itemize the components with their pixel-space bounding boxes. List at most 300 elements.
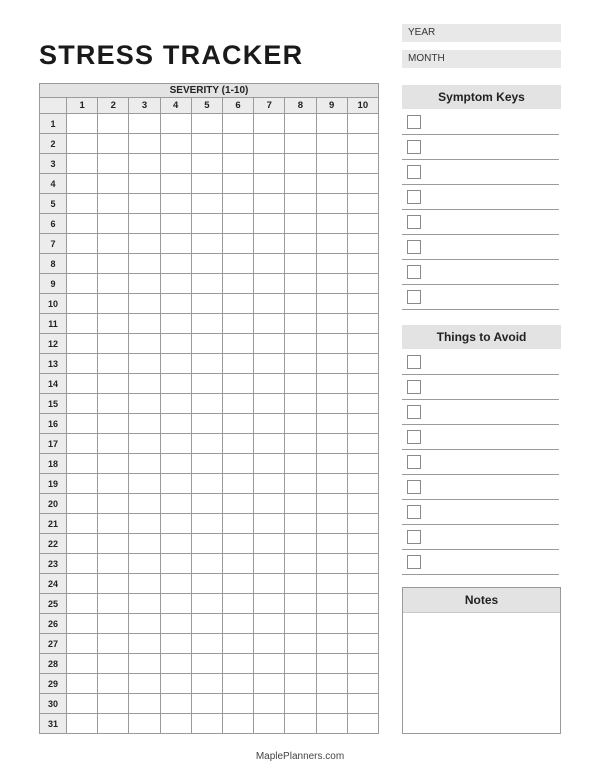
severity-cell[interactable]: [222, 434, 253, 454]
severity-cell[interactable]: [316, 314, 347, 334]
severity-cell[interactable]: [98, 114, 129, 134]
severity-cell[interactable]: [254, 134, 285, 154]
severity-cell[interactable]: [129, 194, 160, 214]
severity-cell[interactable]: [316, 594, 347, 614]
severity-cell[interactable]: [67, 634, 98, 654]
severity-cell[interactable]: [129, 674, 160, 694]
severity-cell[interactable]: [98, 474, 129, 494]
severity-cell[interactable]: [347, 254, 378, 274]
severity-cell[interactable]: [347, 114, 378, 134]
severity-cell[interactable]: [191, 314, 222, 334]
severity-cell[interactable]: [67, 474, 98, 494]
severity-cell[interactable]: [316, 334, 347, 354]
severity-cell[interactable]: [254, 694, 285, 714]
severity-cell[interactable]: [285, 534, 316, 554]
severity-cell[interactable]: [316, 714, 347, 734]
severity-cell[interactable]: [222, 674, 253, 694]
severity-cell[interactable]: [98, 714, 129, 734]
symptom-key-checkbox[interactable]: [407, 290, 421, 304]
severity-cell[interactable]: [347, 494, 378, 514]
severity-cell[interactable]: [254, 194, 285, 214]
severity-cell[interactable]: [67, 274, 98, 294]
severity-cell[interactable]: [98, 374, 129, 394]
severity-cell[interactable]: [285, 614, 316, 634]
severity-cell[interactable]: [98, 334, 129, 354]
severity-cell[interactable]: [316, 454, 347, 474]
severity-cell[interactable]: [191, 714, 222, 734]
severity-cell[interactable]: [191, 254, 222, 274]
severity-cell[interactable]: [191, 274, 222, 294]
severity-cell[interactable]: [191, 674, 222, 694]
severity-cell[interactable]: [160, 394, 191, 414]
severity-cell[interactable]: [285, 694, 316, 714]
severity-cell[interactable]: [254, 514, 285, 534]
avoid-item[interactable]: [402, 400, 559, 425]
severity-cell[interactable]: [129, 134, 160, 154]
severity-cell[interactable]: [129, 474, 160, 494]
severity-cell[interactable]: [222, 134, 253, 154]
severity-cell[interactable]: [160, 634, 191, 654]
severity-cell[interactable]: [285, 474, 316, 494]
severity-cell[interactable]: [254, 334, 285, 354]
severity-cell[interactable]: [129, 274, 160, 294]
severity-cell[interactable]: [191, 454, 222, 474]
avoid-item[interactable]: [402, 550, 559, 575]
severity-cell[interactable]: [347, 334, 378, 354]
severity-cell[interactable]: [67, 374, 98, 394]
severity-cell[interactable]: [222, 634, 253, 654]
severity-cell[interactable]: [129, 694, 160, 714]
avoid-checkbox[interactable]: [407, 555, 421, 569]
severity-cell[interactable]: [129, 354, 160, 374]
severity-cell[interactable]: [160, 594, 191, 614]
avoid-item[interactable]: [402, 350, 559, 375]
severity-cell[interactable]: [222, 254, 253, 274]
severity-cell[interactable]: [129, 414, 160, 434]
severity-cell[interactable]: [191, 154, 222, 174]
severity-cell[interactable]: [129, 494, 160, 514]
severity-cell[interactable]: [347, 634, 378, 654]
severity-cell[interactable]: [191, 474, 222, 494]
avoid-checkbox[interactable]: [407, 455, 421, 469]
severity-cell[interactable]: [285, 574, 316, 594]
severity-cell[interactable]: [347, 214, 378, 234]
severity-cell[interactable]: [316, 574, 347, 594]
severity-cell[interactable]: [285, 294, 316, 314]
severity-cell[interactable]: [98, 534, 129, 554]
year-field[interactable]: [402, 24, 561, 42]
severity-cell[interactable]: [160, 234, 191, 254]
severity-cell[interactable]: [67, 254, 98, 274]
severity-cell[interactable]: [347, 274, 378, 294]
severity-cell[interactable]: [316, 214, 347, 234]
severity-cell[interactable]: [347, 674, 378, 694]
severity-cell[interactable]: [67, 194, 98, 214]
severity-cell[interactable]: [191, 574, 222, 594]
severity-cell[interactable]: [222, 174, 253, 194]
symptom-key-item[interactable]: [402, 185, 559, 210]
severity-cell[interactable]: [347, 554, 378, 574]
severity-cell[interactable]: [222, 374, 253, 394]
severity-cell[interactable]: [254, 474, 285, 494]
severity-cell[interactable]: [285, 394, 316, 414]
severity-cell[interactable]: [98, 294, 129, 314]
severity-cell[interactable]: [222, 394, 253, 414]
severity-cell[interactable]: [129, 454, 160, 474]
severity-cell[interactable]: [347, 314, 378, 334]
severity-cell[interactable]: [316, 514, 347, 534]
severity-cell[interactable]: [316, 194, 347, 214]
severity-cell[interactable]: [129, 654, 160, 674]
severity-cell[interactable]: [254, 574, 285, 594]
severity-cell[interactable]: [160, 294, 191, 314]
severity-cell[interactable]: [254, 254, 285, 274]
severity-cell[interactable]: [347, 454, 378, 474]
severity-cell[interactable]: [316, 114, 347, 134]
severity-cell[interactable]: [347, 394, 378, 414]
severity-cell[interactable]: [160, 494, 191, 514]
severity-cell[interactable]: [98, 154, 129, 174]
severity-cell[interactable]: [316, 274, 347, 294]
severity-cell[interactable]: [129, 634, 160, 654]
severity-cell[interactable]: [67, 354, 98, 374]
severity-cell[interactable]: [160, 514, 191, 534]
severity-cell[interactable]: [222, 294, 253, 314]
severity-cell[interactable]: [285, 254, 316, 274]
severity-cell[interactable]: [67, 654, 98, 674]
severity-cell[interactable]: [98, 554, 129, 574]
severity-cell[interactable]: [67, 154, 98, 174]
severity-cell[interactable]: [254, 534, 285, 554]
severity-cell[interactable]: [222, 354, 253, 374]
severity-cell[interactable]: [254, 654, 285, 674]
severity-cell[interactable]: [191, 694, 222, 714]
severity-cell[interactable]: [67, 214, 98, 234]
severity-cell[interactable]: [285, 554, 316, 574]
severity-cell[interactable]: [285, 314, 316, 334]
severity-cell[interactable]: [222, 274, 253, 294]
severity-cell[interactable]: [160, 694, 191, 714]
severity-cell[interactable]: [160, 434, 191, 454]
severity-cell[interactable]: [98, 434, 129, 454]
severity-cell[interactable]: [254, 234, 285, 254]
severity-cell[interactable]: [160, 574, 191, 594]
severity-cell[interactable]: [285, 594, 316, 614]
severity-cell[interactable]: [160, 274, 191, 294]
severity-cell[interactable]: [254, 114, 285, 134]
notes-box[interactable]: [402, 587, 561, 734]
severity-cell[interactable]: [98, 134, 129, 154]
symptom-key-item[interactable]: [402, 160, 559, 185]
severity-cell[interactable]: [347, 414, 378, 434]
severity-cell[interactable]: [347, 514, 378, 534]
severity-cell[interactable]: [285, 674, 316, 694]
severity-cell[interactable]: [160, 254, 191, 274]
severity-cell[interactable]: [129, 254, 160, 274]
severity-cell[interactable]: [67, 594, 98, 614]
severity-cell[interactable]: [316, 174, 347, 194]
severity-cell[interactable]: [191, 174, 222, 194]
severity-cell[interactable]: [98, 514, 129, 534]
avoid-checkbox[interactable]: [407, 355, 421, 369]
severity-cell[interactable]: [222, 414, 253, 434]
severity-cell[interactable]: [98, 314, 129, 334]
severity-cell[interactable]: [129, 314, 160, 334]
symptom-key-checkbox[interactable]: [407, 240, 421, 254]
severity-cell[interactable]: [129, 374, 160, 394]
severity-cell[interactable]: [98, 454, 129, 474]
severity-cell[interactable]: [316, 554, 347, 574]
severity-cell[interactable]: [160, 534, 191, 554]
severity-cell[interactable]: [285, 114, 316, 134]
severity-cell[interactable]: [285, 434, 316, 454]
month-field[interactable]: [402, 50, 561, 68]
severity-cell[interactable]: [222, 654, 253, 674]
symptom-key-item[interactable]: [402, 235, 559, 260]
severity-cell[interactable]: [160, 314, 191, 334]
severity-cell[interactable]: [67, 174, 98, 194]
severity-cell[interactable]: [285, 234, 316, 254]
severity-cell[interactable]: [129, 154, 160, 174]
severity-cell[interactable]: [191, 514, 222, 534]
severity-cell[interactable]: [316, 254, 347, 274]
severity-cell[interactable]: [222, 594, 253, 614]
severity-cell[interactable]: [222, 314, 253, 334]
severity-cell[interactable]: [129, 514, 160, 534]
severity-cell[interactable]: [129, 534, 160, 554]
symptom-key-checkbox[interactable]: [407, 165, 421, 179]
severity-cell[interactable]: [285, 514, 316, 534]
severity-cell[interactable]: [98, 594, 129, 614]
severity-cell[interactable]: [222, 534, 253, 554]
severity-cell[interactable]: [316, 154, 347, 174]
severity-cell[interactable]: [67, 574, 98, 594]
severity-cell[interactable]: [191, 234, 222, 254]
symptom-key-item[interactable]: [402, 110, 559, 135]
severity-cell[interactable]: [191, 614, 222, 634]
severity-cell[interactable]: [67, 394, 98, 414]
severity-cell[interactable]: [129, 434, 160, 454]
severity-cell[interactable]: [222, 494, 253, 514]
severity-cell[interactable]: [222, 514, 253, 534]
severity-cell[interactable]: [67, 534, 98, 554]
severity-cell[interactable]: [129, 554, 160, 574]
severity-cell[interactable]: [98, 654, 129, 674]
severity-cell[interactable]: [98, 214, 129, 234]
avoid-checkbox[interactable]: [407, 480, 421, 494]
severity-cell[interactable]: [98, 494, 129, 514]
avoid-item[interactable]: [402, 525, 559, 550]
severity-cell[interactable]: [98, 414, 129, 434]
severity-cell[interactable]: [129, 594, 160, 614]
severity-cell[interactable]: [222, 454, 253, 474]
severity-cell[interactable]: [316, 354, 347, 374]
severity-cell[interactable]: [67, 314, 98, 334]
severity-cell[interactable]: [129, 174, 160, 194]
severity-cell[interactable]: [98, 274, 129, 294]
avoid-item[interactable]: [402, 425, 559, 450]
severity-cell[interactable]: [67, 514, 98, 534]
severity-cell[interactable]: [254, 434, 285, 454]
severity-cell[interactable]: [98, 614, 129, 634]
severity-cell[interactable]: [285, 454, 316, 474]
avoid-checkbox[interactable]: [407, 380, 421, 394]
symptom-key-item[interactable]: [402, 210, 559, 235]
severity-cell[interactable]: [254, 614, 285, 634]
severity-cell[interactable]: [191, 374, 222, 394]
severity-cell[interactable]: [191, 134, 222, 154]
severity-cell[interactable]: [347, 354, 378, 374]
severity-cell[interactable]: [129, 574, 160, 594]
severity-cell[interactable]: [347, 434, 378, 454]
severity-cell[interactable]: [254, 154, 285, 174]
severity-cell[interactable]: [160, 354, 191, 374]
severity-cell[interactable]: [191, 214, 222, 234]
severity-cell[interactable]: [67, 234, 98, 254]
severity-cell[interactable]: [316, 414, 347, 434]
severity-cell[interactable]: [191, 534, 222, 554]
severity-cell[interactable]: [191, 194, 222, 214]
severity-cell[interactable]: [316, 374, 347, 394]
severity-cell[interactable]: [316, 634, 347, 654]
severity-cell[interactable]: [254, 414, 285, 434]
severity-cell[interactable]: [347, 174, 378, 194]
severity-cell[interactable]: [285, 414, 316, 434]
severity-cell[interactable]: [67, 494, 98, 514]
symptom-key-checkbox[interactable]: [407, 140, 421, 154]
severity-cell[interactable]: [347, 594, 378, 614]
severity-cell[interactable]: [129, 334, 160, 354]
avoid-checkbox[interactable]: [407, 430, 421, 444]
severity-cell[interactable]: [191, 494, 222, 514]
symptom-key-checkbox[interactable]: [407, 115, 421, 129]
severity-cell[interactable]: [98, 634, 129, 654]
severity-cell[interactable]: [285, 494, 316, 514]
severity-cell[interactable]: [129, 234, 160, 254]
severity-cell[interactable]: [316, 674, 347, 694]
severity-cell[interactable]: [222, 114, 253, 134]
severity-cell[interactable]: [316, 534, 347, 554]
symptom-key-checkbox[interactable]: [407, 265, 421, 279]
severity-cell[interactable]: [191, 654, 222, 674]
severity-cell[interactable]: [316, 434, 347, 454]
severity-cell[interactable]: [160, 554, 191, 574]
severity-cell[interactable]: [191, 594, 222, 614]
severity-cell[interactable]: [254, 394, 285, 414]
severity-cell[interactable]: [160, 114, 191, 134]
severity-cell[interactable]: [160, 714, 191, 734]
severity-cell[interactable]: [222, 474, 253, 494]
severity-cell[interactable]: [316, 474, 347, 494]
severity-cell[interactable]: [191, 294, 222, 314]
severity-cell[interactable]: [285, 334, 316, 354]
severity-cell[interactable]: [347, 714, 378, 734]
avoid-item[interactable]: [402, 450, 559, 475]
severity-cell[interactable]: [160, 454, 191, 474]
severity-cell[interactable]: [160, 474, 191, 494]
avoid-item[interactable]: [402, 500, 559, 525]
severity-cell[interactable]: [285, 154, 316, 174]
severity-cell[interactable]: [160, 374, 191, 394]
avoid-checkbox[interactable]: [407, 505, 421, 519]
severity-cell[interactable]: [160, 334, 191, 354]
severity-cell[interactable]: [347, 374, 378, 394]
symptom-key-item[interactable]: [402, 260, 559, 285]
severity-cell[interactable]: [316, 234, 347, 254]
severity-cell[interactable]: [67, 694, 98, 714]
severity-cell[interactable]: [347, 234, 378, 254]
severity-cell[interactable]: [191, 434, 222, 454]
severity-cell[interactable]: [347, 474, 378, 494]
severity-cell[interactable]: [98, 694, 129, 714]
severity-cell[interactable]: [191, 414, 222, 434]
severity-cell[interactable]: [98, 394, 129, 414]
symptom-key-checkbox[interactable]: [407, 190, 421, 204]
severity-cell[interactable]: [160, 414, 191, 434]
severity-cell[interactable]: [222, 234, 253, 254]
severity-cell[interactable]: [160, 674, 191, 694]
severity-cell[interactable]: [254, 454, 285, 474]
symptom-key-item[interactable]: [402, 285, 559, 310]
severity-cell[interactable]: [67, 414, 98, 434]
severity-cell[interactable]: [191, 634, 222, 654]
severity-cell[interactable]: [67, 434, 98, 454]
avoid-checkbox[interactable]: [407, 405, 421, 419]
severity-cell[interactable]: [316, 654, 347, 674]
severity-cell[interactable]: [67, 454, 98, 474]
severity-cell[interactable]: [254, 274, 285, 294]
severity-cell[interactable]: [285, 274, 316, 294]
severity-cell[interactable]: [98, 254, 129, 274]
severity-cell[interactable]: [222, 574, 253, 594]
severity-cell[interactable]: [98, 674, 129, 694]
severity-cell[interactable]: [191, 554, 222, 574]
severity-cell[interactable]: [347, 134, 378, 154]
severity-cell[interactable]: [316, 134, 347, 154]
severity-cell[interactable]: [285, 654, 316, 674]
severity-cell[interactable]: [129, 294, 160, 314]
severity-cell[interactable]: [191, 334, 222, 354]
severity-cell[interactable]: [67, 294, 98, 314]
severity-cell[interactable]: [222, 614, 253, 634]
severity-cell[interactable]: [67, 554, 98, 574]
severity-cell[interactable]: [347, 654, 378, 674]
severity-cell[interactable]: [254, 174, 285, 194]
severity-cell[interactable]: [98, 234, 129, 254]
severity-cell[interactable]: [316, 394, 347, 414]
symptom-key-item[interactable]: [402, 135, 559, 160]
severity-cell[interactable]: [160, 154, 191, 174]
severity-cell[interactable]: [222, 154, 253, 174]
avoid-checkbox[interactable]: [407, 530, 421, 544]
severity-cell[interactable]: [222, 194, 253, 214]
severity-cell[interactable]: [98, 354, 129, 374]
avoid-item[interactable]: [402, 475, 559, 500]
severity-cell[interactable]: [254, 314, 285, 334]
severity-cell[interactable]: [347, 154, 378, 174]
severity-cell[interactable]: [67, 614, 98, 634]
severity-cell[interactable]: [347, 534, 378, 554]
severity-cell[interactable]: [254, 594, 285, 614]
severity-cell[interactable]: [285, 374, 316, 394]
severity-cell[interactable]: [254, 554, 285, 574]
severity-cell[interactable]: [222, 334, 253, 354]
severity-cell[interactable]: [98, 574, 129, 594]
severity-cell[interactable]: [160, 614, 191, 634]
severity-cell[interactable]: [67, 334, 98, 354]
severity-cell[interactable]: [191, 354, 222, 374]
severity-cell[interactable]: [254, 674, 285, 694]
